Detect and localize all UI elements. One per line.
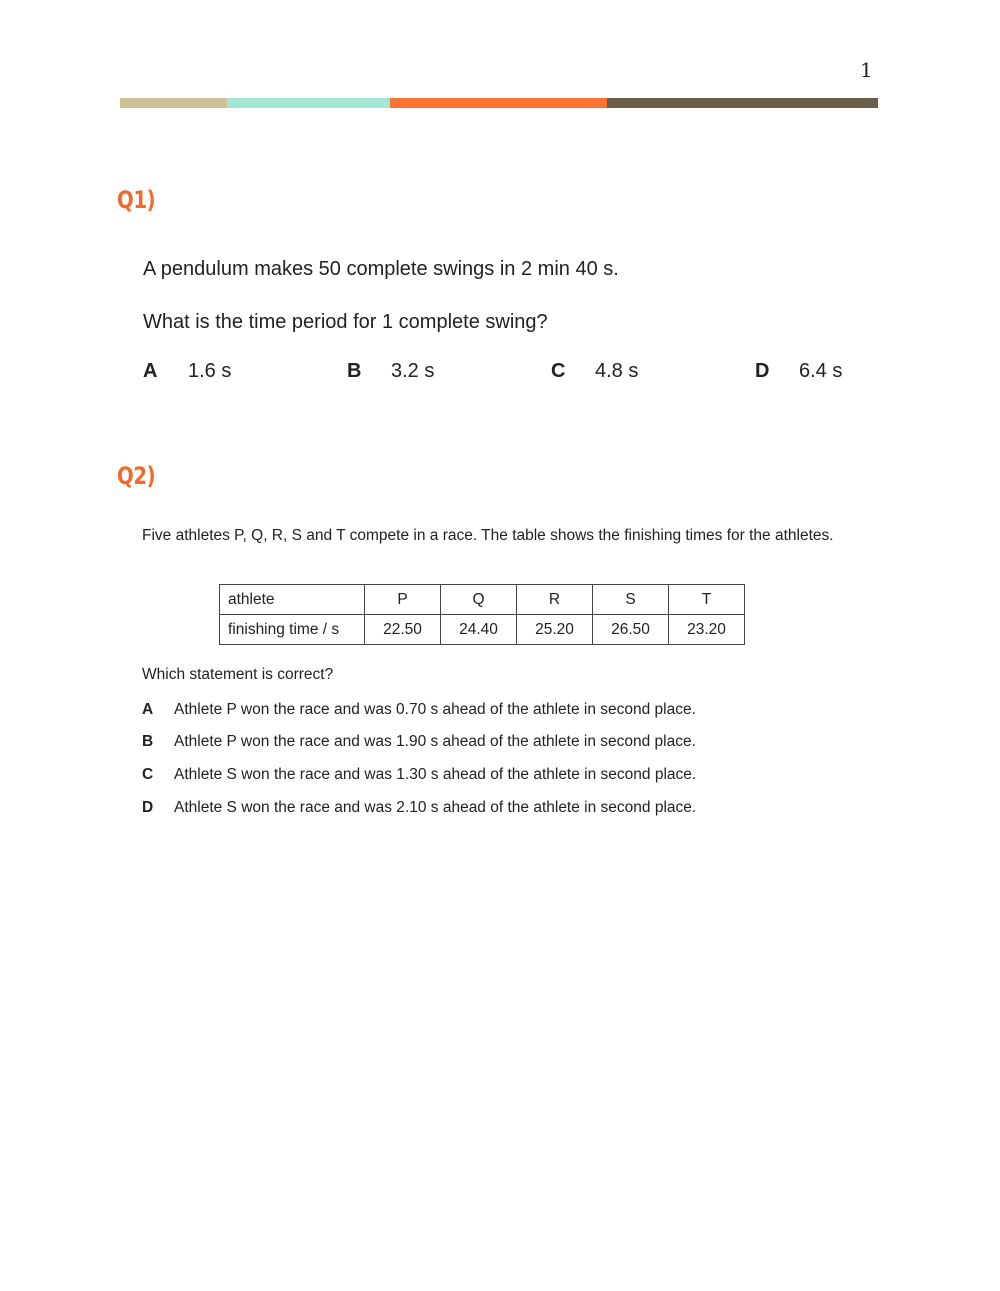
bar-segment-teal [227,98,390,108]
page-number: 1 [860,58,873,82]
q1-option-c[interactable] [551,360,639,383]
option-text: 4.8 s [595,360,639,382]
table-cell: P [365,585,441,615]
bar-segment-brown [607,98,878,108]
table-cell: R [517,585,593,615]
bar-segment-tan [120,98,227,108]
table-cell: 25.20 [517,615,593,645]
table-row [220,615,745,645]
option-text: Athlete P won the race and was 1.90 s ahead of the athlete in second place. [174,733,696,750]
q1-option-a[interactable] [143,360,232,383]
q2-intro: Five athletes P, Q, R, S and T compete in a race. The table shows the finishing times for the athletes. [142,527,834,544]
table-cell: Q [441,585,517,615]
option-letter: C [142,766,154,783]
finishing-times-table [219,584,745,645]
q2-heading: Q2) [117,462,156,490]
option-letter: D [142,799,154,816]
option-text: 1.6 s [188,360,232,382]
q2-question: Which statement is correct? [142,666,334,683]
option-letter: A [143,360,158,382]
option-letter: B [347,360,362,382]
option-text: Athlete P won the race and was 0.70 s ahead of the athlete in second place. [174,701,696,718]
table-cell: finishing time / s [220,615,365,645]
table-cell: 24.40 [441,615,517,645]
table-row [220,585,745,615]
option-letter: A [142,701,154,718]
q1-line2: What is the time period for 1 complete swing? [143,311,548,333]
table-cell: T [669,585,745,615]
table-cell: 22.50 [365,615,441,645]
table-cell: athlete [220,585,365,615]
option-text: 6.4 s [799,360,843,382]
option-text: Athlete S won the race and was 1.30 s ahead of the athlete in second place. [174,766,697,783]
q1-option-d[interactable] [755,360,843,383]
option-text: 3.2 s [391,360,435,382]
q1-option-b[interactable] [347,360,435,383]
table-cell: S [593,585,669,615]
option-letter: D [755,360,770,382]
option-text: Athlete S won the race and was 2.10 s ahead of the athlete in second place. [174,799,697,816]
q1-line1: A pendulum makes 50 complete swings in 2 min 40 s. [143,258,619,280]
option-letter: B [142,733,154,750]
q1-heading: Q1) [117,186,156,214]
table-cell: 23.20 [669,615,745,645]
bar-segment-orange [390,98,607,108]
option-letter: C [551,360,566,382]
table-cell: 26.50 [593,615,669,645]
